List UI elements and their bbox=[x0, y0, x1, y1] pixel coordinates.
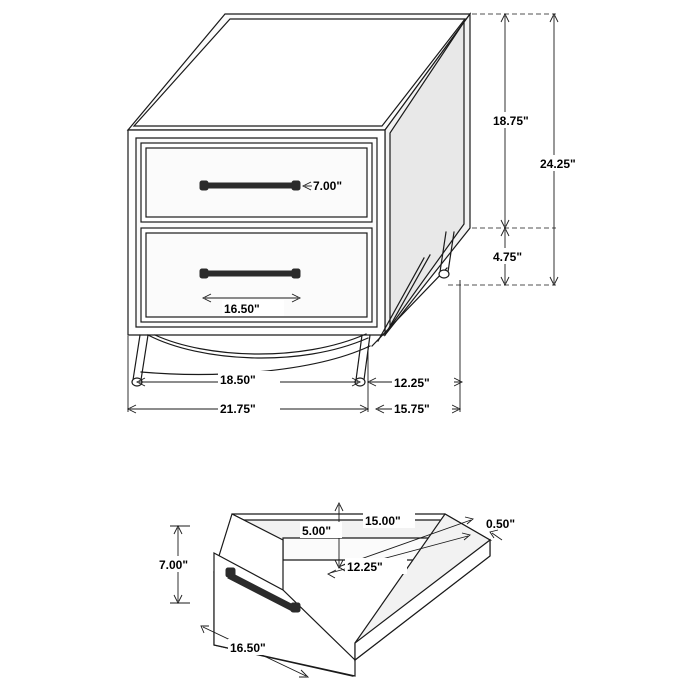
dim-label-12-25-depth: 12.25" bbox=[394, 376, 430, 390]
dim-label-0-50: 0.50" bbox=[486, 517, 516, 531]
dim-label-5-00: 5.00" bbox=[302, 524, 332, 538]
dim-label-21-75: 21.75" bbox=[220, 402, 256, 416]
dim-label-16-50-front: 16.50" bbox=[224, 302, 260, 316]
dim-0-50 bbox=[486, 517, 515, 540]
dim-label-7-00-height: 7.00" bbox=[159, 558, 189, 572]
dim-21-75 bbox=[128, 400, 368, 416]
dim-label-4-75: 4.75" bbox=[493, 250, 523, 264]
dim-label-16-50-bottom: 16.50" bbox=[230, 641, 266, 655]
dim-18-75 bbox=[490, 14, 536, 228]
dim-label-24-25: 24.25" bbox=[540, 157, 576, 171]
dim-label-12-25-interior: 12.25" bbox=[347, 560, 383, 574]
dim-label-15-75: 15.75" bbox=[394, 402, 430, 416]
leg-front-left bbox=[132, 335, 148, 386]
base-stretchers bbox=[141, 334, 370, 374]
dim-label-18-50: 18.50" bbox=[220, 373, 256, 387]
dim-label-18-75: 18.75" bbox=[493, 114, 529, 128]
dim-24-25 bbox=[538, 14, 586, 285]
drawer-detail-view bbox=[157, 503, 515, 677]
dim-15-75 bbox=[376, 400, 460, 416]
dim-label-7-00: 7.00" bbox=[313, 179, 343, 193]
dim-label-15-00: 15.00" bbox=[365, 514, 401, 528]
dim-12-25-depth bbox=[368, 374, 462, 390]
dim-4-75 bbox=[491, 228, 533, 285]
dim-7-00-height bbox=[157, 526, 199, 603]
nightstand-assembly-view bbox=[128, 14, 586, 416]
